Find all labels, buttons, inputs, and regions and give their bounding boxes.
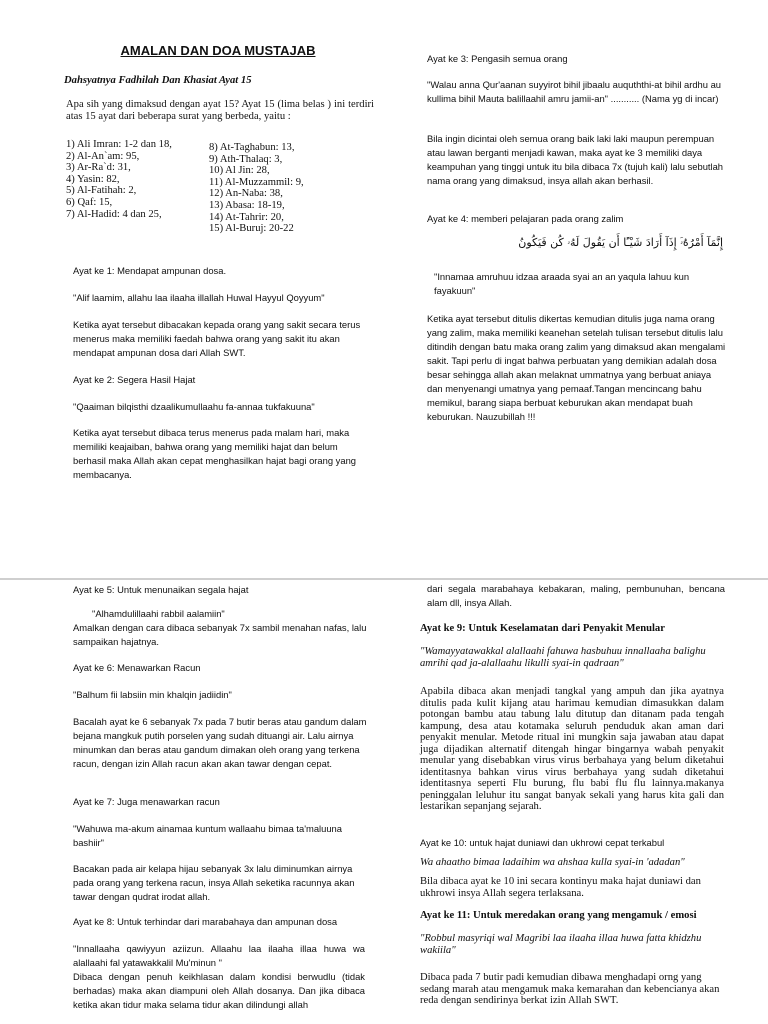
- ayat9-body: Apabila dibaca akan menjadi tangkal yang ampuh dan jika ayatnya ditulis pada kulit kijang atau harimau kemudian dimasukkan dalam potongan bambu atau tabung lalu ditutup dan ditanam pada tengah kampung, desa atau kotamaka seluruh penduduk akan aman dari penyakit menular. Metode ritual ini mungkin saja jawaban atau dapat juga dijadikan alternatif ditengah hingar bingarnya wabah penyakit menular yang disebabkan virus virus berbahaya yang belum diketahui identitasnya bahkan virus virus berbahaya yang sudah diketahui identitasnya seperti Flu burung, flu babi flu flu lainnya.makanya peninggalan leluhur itu sangat banyak sekali yang harus kita gali dan lestarikan sepanjang sejarah.: [420, 686, 724, 812]
- list-item: 4) Yasin: 82,: [66, 173, 120, 185]
- list-item: 5) Al-Fatihah: 2,: [66, 185, 137, 197]
- ayat10-body: Bila dibaca ayat ke 10 ini secara kontinyu maka hajat duniawi dan ukhrowi insya Allah segera terlaksana.: [420, 876, 701, 899]
- ayat2-heading: Ayat ke 2: Segera Hasil Hajat: [73, 374, 196, 385]
- ayat5-quote: "Alhamdulillaahi rabbil aalamiin": [92, 608, 225, 619]
- ayat11-body: Dibaca pada 7 butir padi kemudian dibawa menghadapi orng yang sedang marah atau mengamuk maka kemarahan dan kebencianya akan reda dengan sendirinya berkat izin Allah SWT.: [420, 972, 720, 1006]
- list-item: 15) Al-Buruj: 20-22: [209, 223, 294, 235]
- ayat1-quote: "Alif laamim, allahu laa ilaaha illallah Huwal Hayyul Qoyyum": [73, 292, 325, 303]
- ayat-list-left: [66, 139, 172, 220]
- ayat3-quote: "Walau anna Qur'aanan suyyirot bihil jibaalu auquththi-at bihil ardhu au kullima bihil Mauta balillaahil amru jamii-an" ........... (Nama yg di incar): [427, 79, 722, 104]
- list-item: 10) Al Jin: 28,: [209, 165, 270, 177]
- ayat8-body: Dibaca dengan penuh keikhlasan dalam kondisi berwudlu (tidak berhadas) maka akan diampuni oleh Allah dosanya. Dan jika dibaca ketika akan tidur maka selama tidur akan dilindungi allah: [73, 971, 365, 1010]
- ayat11-quote: "Robbul masyriqi wal Magribi laa ilaaha illaa huwa fatta khidzhu wakiila": [420, 933, 702, 956]
- ayat3-body: Bila ingin dicintai oleh semua orang baik laki laki maupun perempuan atau lawan berganti menjadi kawan, maka ayat ke 3 memiliki daya keampuhan yang tinggi untuk itu bila dibaca 7x (tujuh kali) lalu sebutlah nama orang yang dimaksud, insya allah akan berhasil.: [427, 133, 724, 186]
- ayat10-quote: Wa ahaatho bimaa ladaihim wa ahshaa kulla syai-in 'adadan": [420, 857, 685, 868]
- intro-paragraph: Apa sih yang dimaksud dengan ayat 15? Ayat 15 (lima belas ) ini terdiri atas 15 ayat dari beberapa surat yang berbeda, yaitu :: [66, 99, 374, 122]
- list-item: 2) Al-An`am: 95,: [66, 150, 140, 162]
- list-item: 3) Ar-Ra`d: 31,: [66, 162, 131, 174]
- list-item: 1) Ali Imran: 1-2 dan 18,: [66, 139, 172, 150]
- ayat9-heading: Ayat ke 9: Untuk Keselamatan dari Penyakit Menular: [420, 623, 665, 634]
- ayat4-arabic: إِنَّمَآ أَمْرُهُۥٓ إِذَآ أَرَادَ شَيْـًٔا أَن يَقُولَ لَهُۥ كُن فَيَكُونُ: [518, 236, 723, 249]
- ayat5-heading: Ayat ke 5: Untuk menunaikan segala hajat: [73, 584, 249, 595]
- ayat7-quote: "Wahuwa ma-akum ainamaa kuntum wallaahu bimaa ta'maluuna bashiir": [73, 823, 342, 848]
- list-item: 9) Ath-Thalaq: 3,: [209, 153, 283, 165]
- list-item: 11) Al-Muzzammil: 9,: [209, 176, 304, 188]
- ayat7-body: Bacakan pada air kelapa hijau sebanyak 3x lalu diminumkan airnya pada orang yang terkena racun, insya Allah seketika racunnya akan tawar dengan qudrat irodat allah.: [73, 863, 355, 902]
- ayat3-heading: Ayat ke 3: Pengasih semua orang: [427, 53, 568, 64]
- ayat6-heading: Ayat ke 6: Menawarkan Racun: [73, 662, 201, 673]
- list-item: 14) At-Tahrir: 20,: [209, 211, 284, 223]
- list-item: 6) Qaf: 15,: [66, 196, 113, 208]
- ayat4-body: Ketika ayat tersebut ditulis dikertas kemudian ditulis juga nama orang yang zalim, maka memiliki keanehan setelah tulisan tersebut ditulis lalu ditindih dengan batu maka orang zalim yang dimaksud akan mengalami sakit. Tapi perlu di ingat bahwa perbuatan yang demikian adalah dosa besar sehingga allah akan melaknat ummatnya yang berbuat aniaya dan menyenangi umatnya yang pemaaf.Tangan mencincang bahu memikul, barang siapa berbuat keburukan akan mendapat buah keburukan. Nauzubillah !!!: [427, 313, 726, 422]
- article-subtitle: Dahsyatnya Fadhilah Dan Khasiat Ayat 15: [64, 75, 252, 86]
- ayat11-heading: Ayat ke 11: Untuk meredakan orang yang mengamuk / emosi: [420, 910, 697, 921]
- list-item: 8) At-Taghabun: 13,: [209, 142, 295, 153]
- document-page-2: [0, 580, 768, 1024]
- page-title: AMALAN DAN DOA MUSTAJAB: [120, 43, 316, 58]
- ayat8-heading: Ayat ke 8: Untuk terhindar dari marabahaya dan ampunan dosa: [73, 916, 338, 927]
- ayat9-quote: "Wamayyatawakkal alallaahi fahuwa hasbuhuu innallaaha balighu amrihi qad ja-alallaahu likulli syai-in qadraan": [420, 646, 706, 669]
- ayat1-body: Ketika ayat tersebut dibacakan kepada orang yang sakit secara terus menerus maka memiliki faedah bahwa orang yang sakit itu akan mendapat ampunan dosa dari Allah SWT.: [73, 319, 361, 358]
- ayat6-quote: "Balhum fii labsiin min khalqin jadiidin": [73, 689, 232, 700]
- ayat-list-right: [209, 142, 304, 235]
- ayat5-body: Amalkan dengan cara dibaca sebanyak 7x sambil menahan nafas, lalu sampaikan hajatnya.: [73, 622, 367, 647]
- ayat4-heading: Ayat ke 4: memberi pelajaran pada orang zalim: [427, 213, 624, 224]
- ayat7-heading: Ayat ke 7: Juga menawarkan racun: [73, 796, 220, 807]
- list-item: 7) Al-Hadid: 4 dan 25,: [66, 208, 162, 220]
- ayat1-heading: Ayat ke 1: Mendapat ampunan dosa.: [73, 265, 227, 276]
- ayat4-quote: "Innamaa amruhuu idzaa araada syai an an yaqula lahuu kun fayakuun": [434, 271, 690, 296]
- ayat10-heading: Ayat ke 10: untuk hajat duniawi dan ukhrowi cepat terkabul: [420, 837, 665, 848]
- ayat2-quote: "Qaaiman bilqisthi dzaalikumullaahu fa-annaa tukfakuuna": [73, 401, 315, 412]
- ayat2-body: Ketika ayat tersebut dibaca terus menerus pada malam hari, maka memiliki keajaiban, bahwa orang yang memiliki hajat dan belum berhasil maka Allah akan cepat menghasilkan hajat bagi orang yang membacanya.: [73, 427, 356, 480]
- ayat8-quote: "Innallaaha qawiyyun aziizun. Allaahu laa ilaaha illaa huwa wa alallaahi fal yatawakkalil Mu'minun ": [73, 943, 365, 968]
- list-item: 12) An-Naba: 38,: [209, 188, 283, 200]
- list-item: 13) Abasa: 18-19,: [209, 199, 285, 211]
- ayat6-body: Bacalah ayat ke 6 sebanyak 7x pada 7 butir beras atau gandum dalam bejana mangkuk putih porselen yang sudah dituangi air. Lalu airnya minumkan dan beras atau gandum dimakan oleh orang yang terkena racun, dengan izin Allah racun akan akan tawar dengan cepat.: [73, 716, 367, 769]
- continuation-paragraph: dari segala marabahaya kebakaran, maling, pembunuhan, bencana alam dll, insya Allah.: [427, 583, 725, 608]
